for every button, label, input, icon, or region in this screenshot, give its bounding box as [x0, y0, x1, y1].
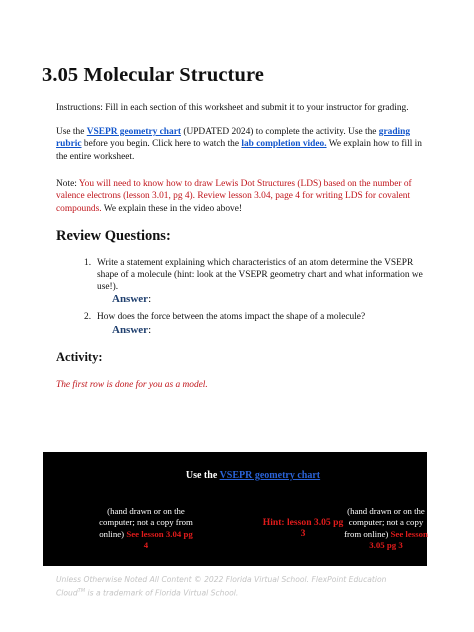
table-mid-hint: Hint: lesson 3.05 pg 3	[262, 517, 344, 540]
answer-colon: :	[148, 323, 152, 336]
table-header-cell	[173, 470, 333, 482]
note-label: Note:	[56, 179, 79, 189]
table-left-text: (hand drawn or on the computer; not a copy from online)	[99, 506, 193, 539]
table-top-prefix: Use the	[185, 470, 220, 481]
vsepr-chart-link[interactable]: VSEPR geometry chart	[86, 127, 181, 137]
use-paragraph	[56, 126, 428, 163]
footer-copyright	[56, 574, 416, 599]
use-text-4: We explain how to fill in the entire worksheet.	[56, 139, 422, 162]
answer-field[interactable]	[112, 325, 424, 337]
page-title: 3.05 Molecular Structure	[42, 64, 264, 86]
grading-rubric-link[interactable]: grading rubric	[56, 127, 411, 150]
table-vsepr-link[interactable]: VSEPR geometry chart	[219, 470, 321, 481]
question-text: Write a statement explaining which characteristics of an atom determine the VSEPR shape of a molecule (hint: look at the VSEPR geometry chart and what information we use!).	[97, 258, 423, 292]
note-red-text: You will need to know how to draw Lewis Dot Structures (LDS) based on the number of valence electrons (lesson 3.01, pg 4). Review lesson 3.04, page 4 for writing LDS for covalent compounds.	[56, 179, 412, 214]
footer-text-1: Unless Otherwise Noted All Content © 2022 Florida Virtual School. FlexPoint Education Cloud	[56, 575, 387, 598]
answer-colon: :	[148, 293, 152, 306]
review-heading: Review Questions:	[56, 228, 171, 244]
instructions-text: Instructions: Fill in each section of this worksheet and submit it to your instructor for grading.	[56, 103, 409, 113]
note-tail: We explain these in the video above!	[101, 203, 243, 214]
note-paragraph	[56, 178, 428, 215]
question-item	[84, 258, 424, 306]
model-note: The first row is done for you as a model.	[56, 380, 208, 390]
question-number: 2.	[84, 312, 92, 323]
table-right-cell	[341, 506, 431, 552]
activity-table	[43, 452, 427, 566]
footer-tm: TM	[77, 587, 86, 594]
table-right-red: See lesson 3.05 pg 3	[369, 528, 428, 551]
answer-field[interactable]	[112, 294, 424, 306]
question-item	[84, 312, 424, 337]
answer-label: Answer	[112, 323, 149, 336]
answer-label: Answer	[112, 293, 149, 306]
review-questions-list	[84, 258, 424, 343]
use-text-2: (UPDATED 2024) to complete the activity. Use the	[180, 127, 379, 137]
lab-video-link[interactable]: lab completion video.	[241, 139, 327, 150]
table-right-text: (hand drawn or on the computer; not a copy from online)	[344, 506, 425, 539]
question-number: 1.	[84, 258, 92, 268]
use-text-3: before you begin. Click here to watch the	[81, 139, 242, 150]
use-text-1: Use the	[56, 127, 87, 137]
question-text: How does the force between the atoms impact the shape of a molecule?	[97, 312, 366, 323]
activity-heading: Activity:	[56, 350, 103, 364]
footer-text-2: is a trademark of Florida Virtual School.	[85, 588, 239, 598]
table-left-red: See lesson 3.04 pg 4	[126, 528, 193, 551]
table-left-cell	[99, 506, 193, 552]
